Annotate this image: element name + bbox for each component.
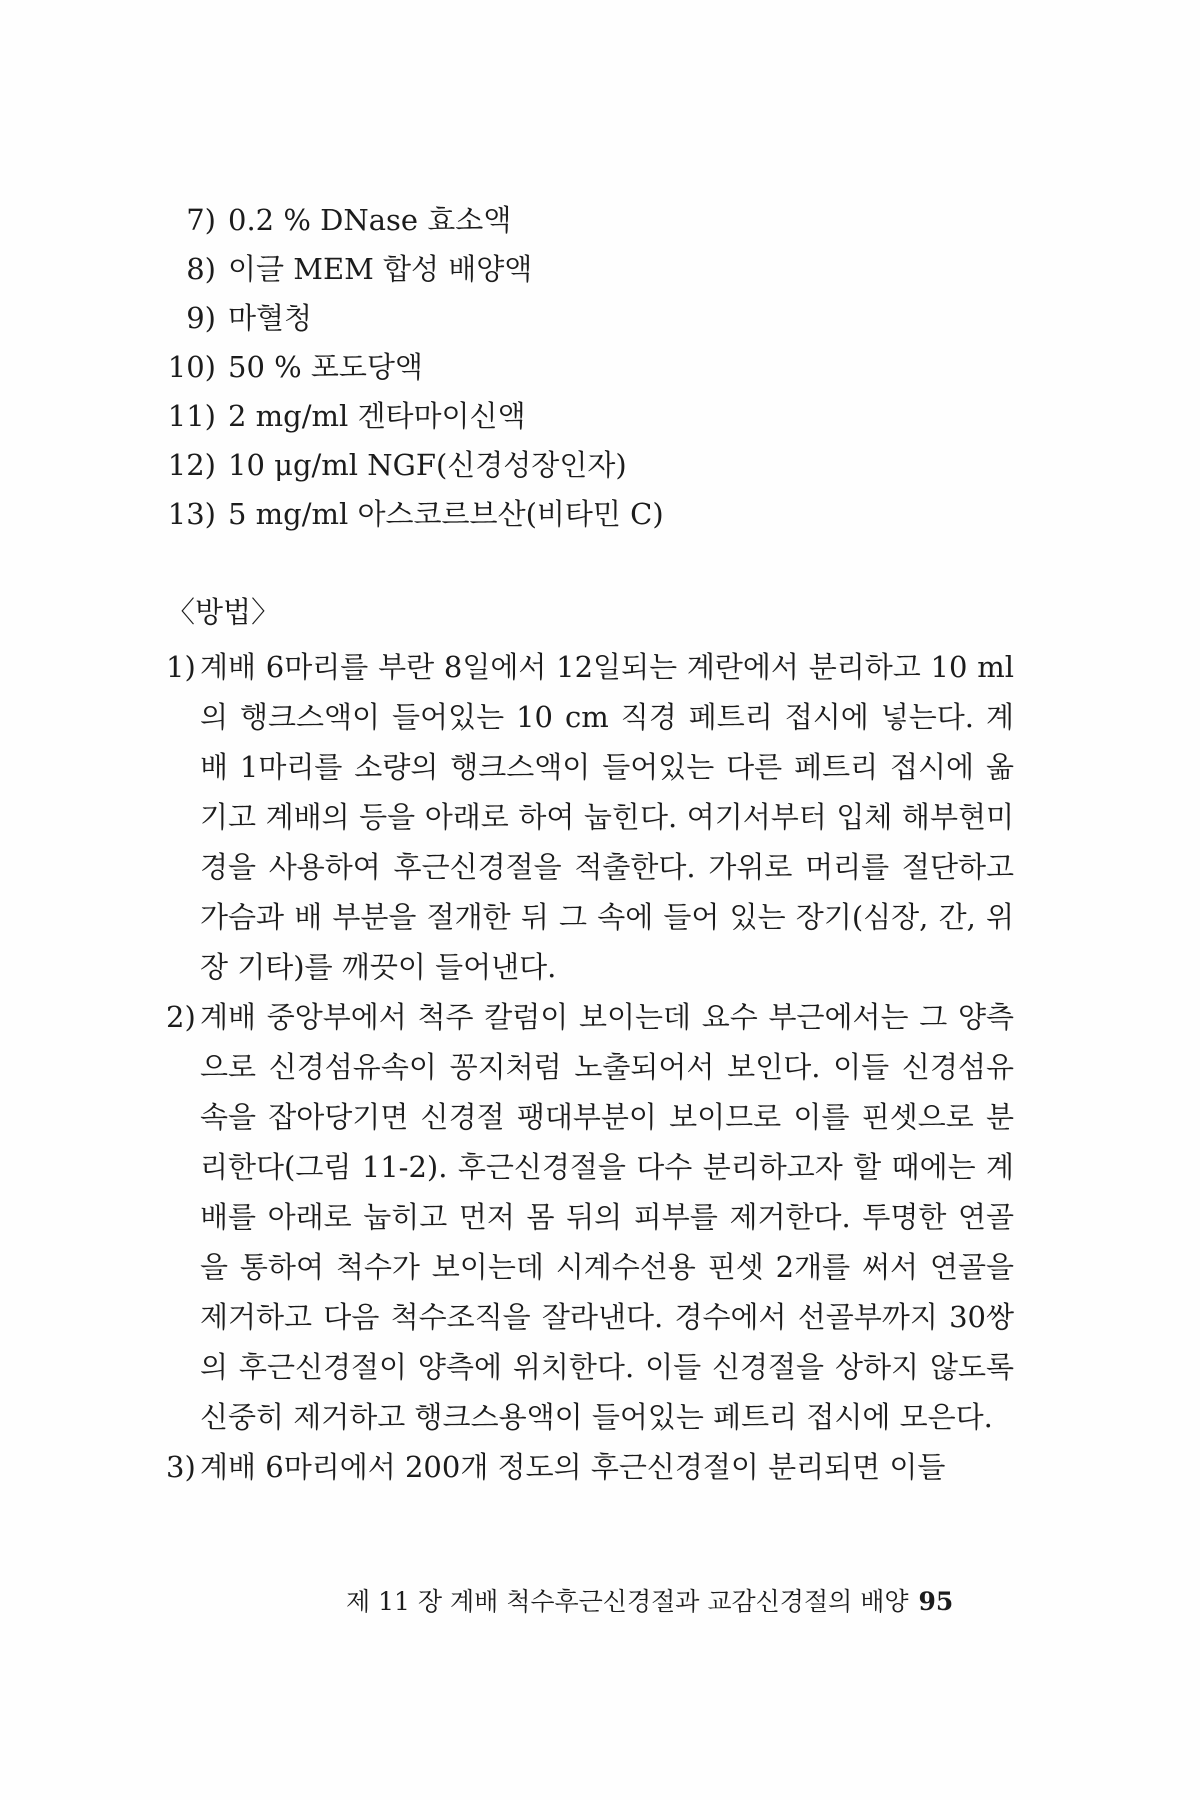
method-step bbox=[166, 1442, 1014, 1492]
step-text: 계배 6마리에서 200개 정도의 후근신경절이 분리되면 이들 bbox=[200, 1450, 946, 1484]
material-text: 마혈청 bbox=[228, 301, 313, 335]
step-number: 1) bbox=[166, 650, 196, 684]
step-number: 2) bbox=[166, 1000, 196, 1034]
material-number: 8) bbox=[186, 252, 216, 286]
material-text: 이글 MEM 합성 배양액 bbox=[228, 252, 533, 286]
chapter-title: 제 11 장 계배 척수후근신경절과 교감신경절의 배양 bbox=[346, 1587, 909, 1616]
materials-list bbox=[166, 196, 1046, 539]
material-text: 10 μg/ml NGF(신경성장인자) bbox=[228, 448, 627, 482]
material-item bbox=[166, 490, 1046, 539]
material-text: 0.2 % DNase 효소액 bbox=[228, 203, 512, 237]
material-number: 9) bbox=[186, 301, 216, 335]
material-item bbox=[166, 294, 1046, 343]
material-number: 11) bbox=[167, 399, 216, 433]
step-text: 계배 중앙부에서 척주 칼럼이 보이는데 요수 부근에서는 그 양측으로 신경섬유속이 꽁지처럼 노출되어서 보인다. 이들 신경섬유속을 잡아당기면 신경절 팽대부분이 보이므로 이를 핀셋으로 분리한다(그림 11-2). 후근신경절을 다수 분리하고자 할 때에는 계배를 아래로 눕히고 먼저 몸 뒤의 피부를 제거한다. 투명한 연골을 통하여 척수가 보이는데 시계수선용 핀셋 2개를 써서 연골을 제거하고 다음 척수조직을 잘라낸다. 경수에서 선골부까지 30쌍의 후근신경절이 양측에 위치한다. 이들 신경절을 상하지 않도록 신중히 제거하고 행크스용액이 들어있는 페트리 접시에 모은다. bbox=[200, 1000, 1014, 1434]
method-steps bbox=[166, 642, 1014, 1492]
method-heading: 〈방법〉 bbox=[166, 595, 281, 629]
material-item bbox=[166, 441, 1046, 490]
step-number: 3) bbox=[166, 1450, 196, 1484]
material-number: 13) bbox=[167, 497, 216, 531]
material-number: 10) bbox=[167, 350, 216, 384]
method-step bbox=[166, 992, 1014, 1442]
material-text: 5 mg/ml 아스코르브산(비타민 C) bbox=[228, 497, 664, 531]
page-number: 95 bbox=[918, 1587, 954, 1616]
material-text: 2 mg/ml 겐타마이신액 bbox=[228, 399, 526, 433]
material-item bbox=[166, 343, 1046, 392]
material-item bbox=[166, 392, 1046, 441]
page-footer bbox=[0, 1585, 1200, 1619]
material-item bbox=[166, 245, 1046, 294]
material-item bbox=[166, 196, 1046, 245]
material-text: 50 % 포도당액 bbox=[228, 350, 423, 384]
method-step bbox=[166, 642, 1014, 992]
material-number: 7) bbox=[186, 203, 216, 237]
material-number: 12) bbox=[167, 448, 216, 482]
step-text: 계배 6마리를 부란 8일에서 12일되는 계란에서 분리하고 10 ml의 행크스액이 들어있는 10 cm 직경 페트리 접시에 넣는다. 계배 1마리를 소량의 행크스액이 들어있는 다른 페트리 접시에 옮기고 계배의 등을 아래로 하여 눕힌다. 여기서부터 입체 해부현미경을 사용하여 후근신경절을 적출한다. 가위로 머리를 절단하고 가슴과 배 부분을 절개한 뒤 그 속에 들어 있는 장기(심장, 간, 위장 기타)를 깨끗이 들어낸다. bbox=[200, 650, 1014, 984]
